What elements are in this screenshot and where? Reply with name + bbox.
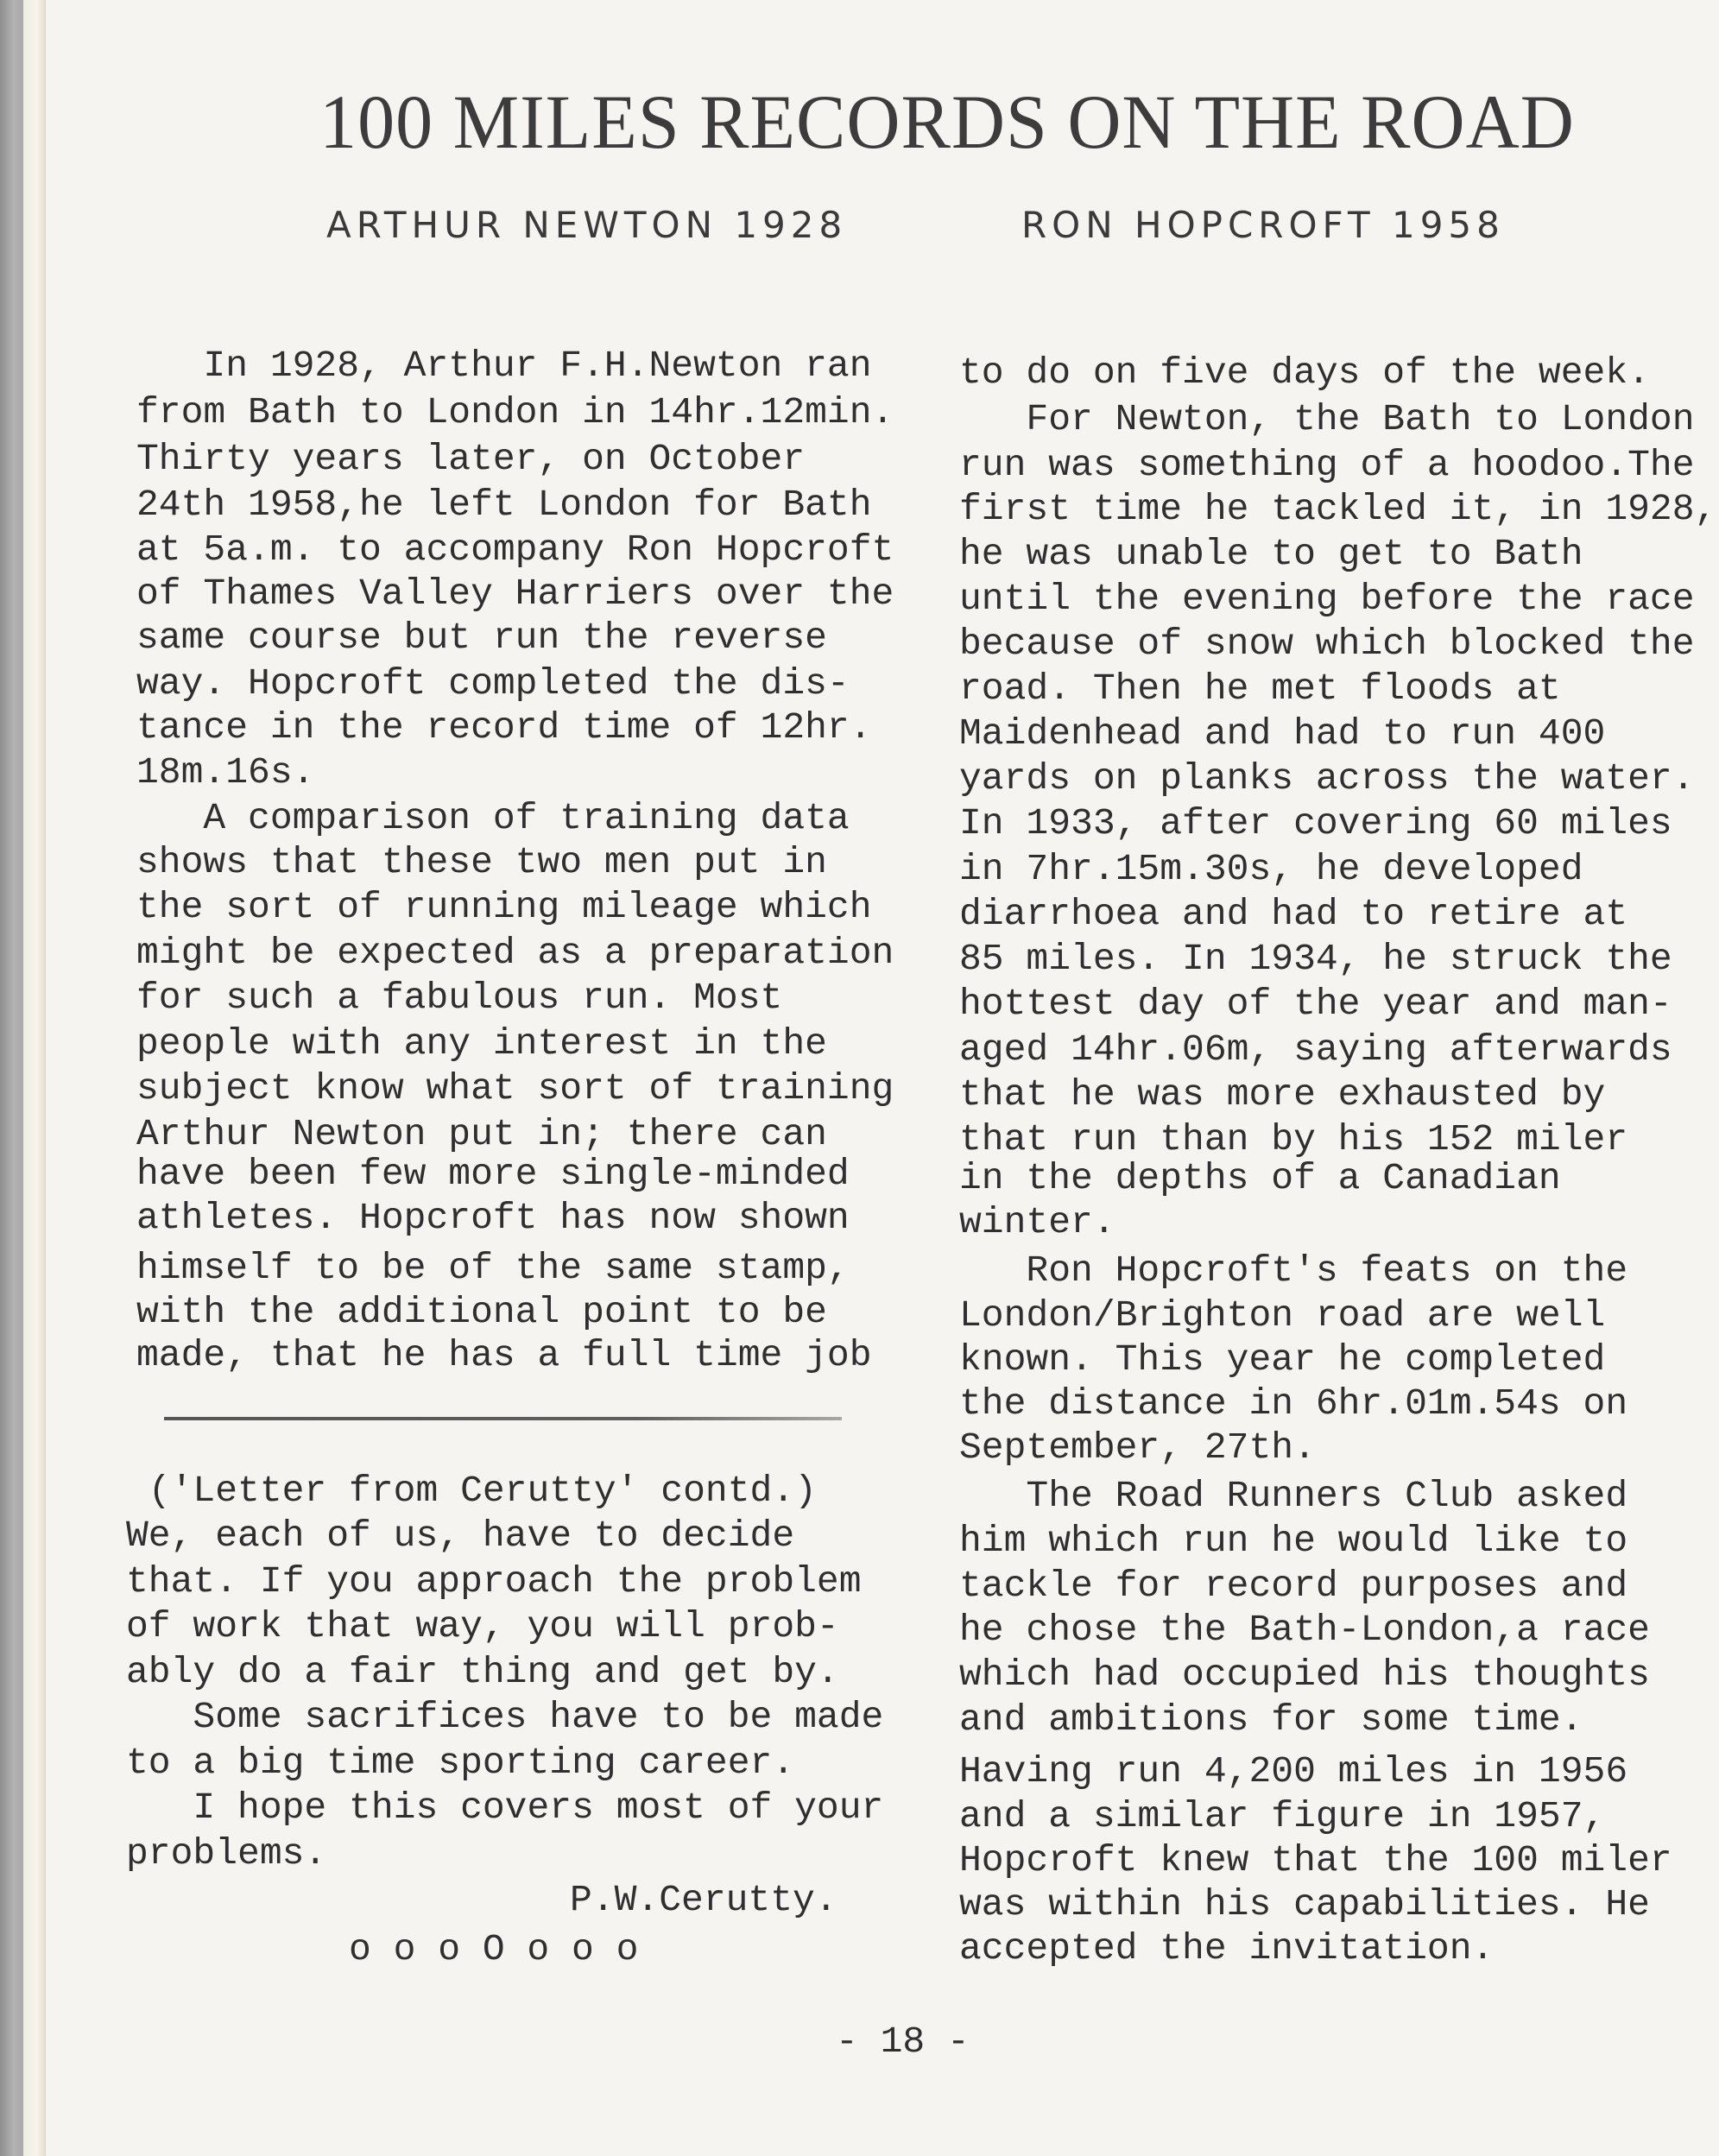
text-line: diarrhoea and had to retire at (959, 893, 1628, 935)
text-line: known. This year he completed (959, 1338, 1606, 1381)
text-line: tance in the record time of 12hr. (136, 706, 872, 749)
section-divider (164, 1417, 842, 1420)
text-line: run was something of a hoodoo.The (959, 444, 1695, 486)
text-line: athletes. Hopcroft has now shown (136, 1197, 850, 1239)
text-line: accepted the invitation. (959, 1927, 1495, 1969)
text-line: same course but run the reverse (136, 616, 827, 659)
text-line: to do on five days of the week. (959, 351, 1650, 394)
text-line: and ambitions for some time. (959, 1698, 1583, 1741)
text-line: which had occupied his thoughts (959, 1653, 1650, 1696)
text-line: for such a fabulous run. Most (136, 977, 783, 1019)
text-line: 85 miles. In 1934, he struck the (959, 938, 1672, 980)
text-line: at 5a.m. to accompany Ron Hopcroft (136, 528, 894, 571)
text-line: because of snow which blocked the (959, 623, 1695, 665)
letter-line: to a big time sporting career. (126, 1742, 795, 1784)
text-line: aged 14hr.06m, saying afterwards (959, 1028, 1672, 1071)
letter-line: I hope this covers most of your (126, 1786, 884, 1829)
text-line: people with any interest in the (136, 1022, 827, 1065)
letter-line: Some sacrifices have to be made (126, 1696, 884, 1738)
text-line: 24th 1958,he left London for Bath (136, 484, 872, 526)
text-line: that run than by his 152 miler (959, 1118, 1628, 1160)
text-line: and a similar figure in 1957, (959, 1795, 1606, 1837)
letter-line: of work that way, you will prob- (126, 1605, 839, 1647)
text-line: Thirty years later, on October (136, 438, 806, 480)
text-line: the distance in 6hr.01m.54s on (959, 1382, 1628, 1425)
letter-line: that. If you approach the problem (126, 1560, 862, 1603)
text-line: was within his capabilities. He (959, 1883, 1650, 1925)
text-line: until the evening before the race (959, 578, 1695, 620)
text-line: him which run he would like to (959, 1520, 1628, 1562)
letter-line: ('Letter from Cerutty' contd.) (126, 1470, 817, 1512)
text-line: have been few more single-minded (136, 1153, 850, 1195)
text-line: from Bath to London in 14hr.12min. (136, 391, 894, 433)
text-line: road. Then he met floods at (959, 667, 1561, 710)
text-line: winter. (959, 1201, 1115, 1243)
text-line: he was unable to get to Bath (959, 533, 1583, 575)
page-number: - 18 - (836, 2020, 970, 2063)
text-line: In 1928, Arthur F.H.Newton ran (136, 345, 872, 387)
text-line: In 1933, after covering 60 miles (959, 802, 1672, 844)
text-line: way. Hopcroft completed the dis- (136, 662, 850, 705)
page-title: 100 MILES RECORDS ON THE ROAD (319, 79, 1575, 165)
text-line: subject know what sort of training (136, 1067, 894, 1110)
text-line: hottest day of the year and man- (959, 983, 1672, 1025)
text-line: London/Brighton road are well (959, 1294, 1606, 1337)
text-line: tackle for record purposes and (959, 1565, 1628, 1607)
text-line: Arthur Newton put in; there can (136, 1113, 827, 1155)
text-line: that he was more exhausted by (959, 1073, 1606, 1116)
text-line: The Road Runners Club asked (959, 1475, 1628, 1517)
subheading-arthur-newton: ARTHUR NEWTON 1928 (326, 204, 848, 246)
text-line: of Thames Valley Harriers over the (136, 572, 894, 615)
letter-line: problems. (126, 1832, 327, 1875)
text-line: himself to be of the same stamp, (136, 1247, 850, 1289)
text-line: 18m.16s. (136, 751, 315, 793)
text-line: in 7hr.15m.30s, he developed (959, 848, 1583, 890)
text-line: For Newton, the Bath to London (959, 398, 1695, 440)
text-line: he chose the Bath-London,a race (959, 1609, 1650, 1651)
text-line: might be expected as a preparation (136, 932, 894, 974)
text-line: yards on planks across the water. (959, 757, 1695, 800)
text-line: Hopcroft knew that the 100 miler (959, 1839, 1672, 1881)
text-line: Maidenhead and had to run 400 (959, 712, 1606, 755)
text-line: with the additional point to be (136, 1291, 827, 1333)
text-line: made, that he has a full time job (136, 1334, 872, 1376)
letter-line: We, each of us, have to decide (126, 1514, 795, 1557)
text-line: Having run 4,200 miles in 1956 (959, 1750, 1628, 1792)
text-line: shows that these two men put in (136, 841, 827, 883)
text-line: A comparison of training data (136, 797, 850, 839)
text-line: in the depths of a Canadian (959, 1157, 1561, 1199)
separator-ornament: o o o O o o o (349, 1928, 639, 1970)
text-line: the sort of running mileage which (136, 886, 872, 928)
page-binding-edge (23, 0, 46, 2156)
text-line: Ron Hopcroft's feats on the (959, 1249, 1628, 1292)
letter-line: ably do a fair thing and get by. (126, 1651, 839, 1693)
subheading-ron-hopcroft: RON HOPCROFT 1958 (1021, 204, 1505, 246)
signature: P.W.Cerutty. (570, 1879, 837, 1921)
text-line: September, 27th. (959, 1426, 1316, 1469)
binding-shadow (0, 0, 23, 2156)
text-line: first time he tackled it, in 1928, (959, 488, 1717, 530)
